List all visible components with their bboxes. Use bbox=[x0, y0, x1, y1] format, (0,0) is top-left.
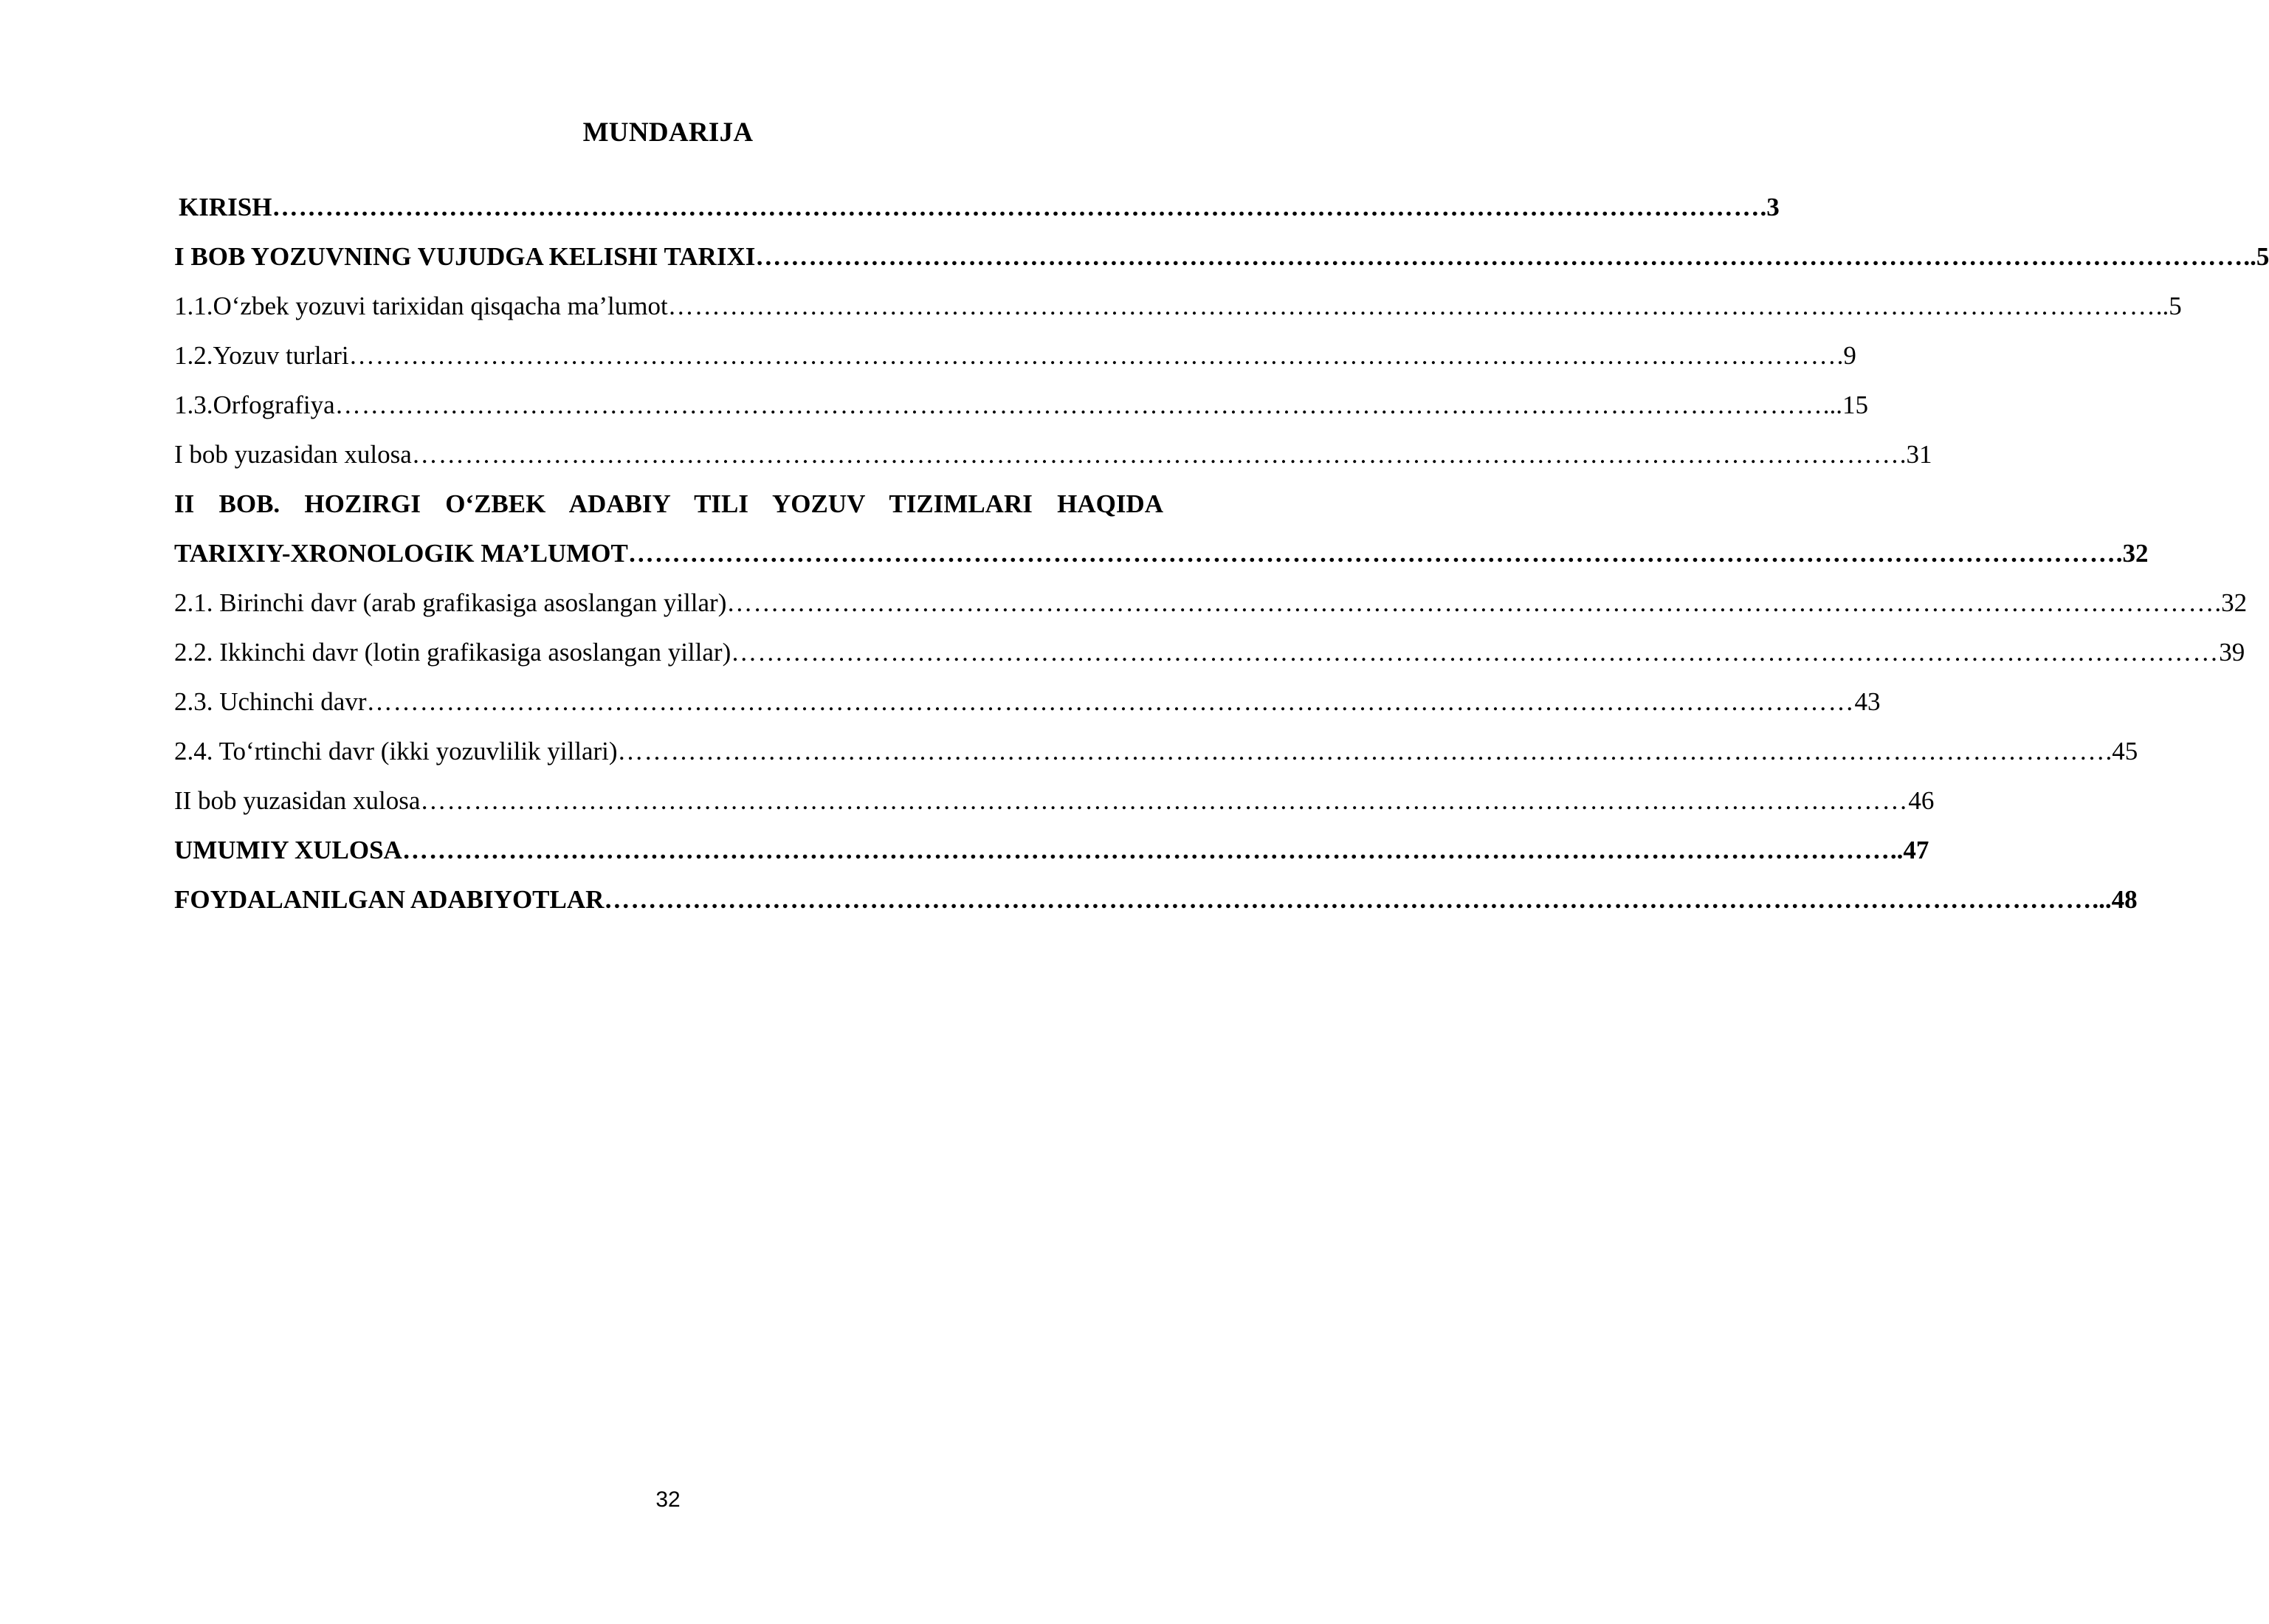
toc-entry-page: .9 bbox=[1836, 341, 1856, 370]
toc-entry-2-2 bbox=[174, 627, 2245, 677]
toc-entry-label: 2.3. Uchinchi davr bbox=[174, 687, 367, 716]
page-number: 32 bbox=[655, 1487, 681, 1512]
toc-entry-kirish bbox=[174, 182, 1780, 232]
toc-entry-2-4 bbox=[174, 726, 2138, 776]
dot-leader: …………………………………………………………………………………………………………………………………………………… bbox=[402, 836, 1890, 864]
toc-entry-page: ..5 bbox=[2243, 242, 2269, 271]
dot-leader: …………………………………………………………………………………………………………………………………………………… bbox=[272, 193, 1760, 221]
toc-entry-1-2 bbox=[174, 331, 1856, 380]
toc-entry-label: 2.4. To‘rtinchi davr (ikki yozuvlilik yillari) bbox=[174, 737, 618, 765]
toc-entry-general-conclusion bbox=[174, 825, 1929, 875]
toc-entry-page: ..47 bbox=[1890, 836, 1929, 864]
toc-entry-label: I bob yuzasidan xulosa bbox=[174, 440, 412, 469]
toc-entry-page: .3 bbox=[1760, 193, 1780, 221]
toc-entry-label: 1.2.Yozuv turlari bbox=[174, 341, 349, 370]
toc-entry-page: 43 bbox=[1854, 687, 1881, 716]
toc-entry-page: 46 bbox=[1908, 786, 1935, 815]
page-title: MUNDARIJA bbox=[582, 117, 754, 148]
toc-entry-label: 2.2. Ikkinchi davr (lotin grafikasiga asoslangan yillar) bbox=[174, 638, 731, 667]
toc-entry-chapter-1-conclusion bbox=[174, 430, 1932, 479]
dot-leader: …………………………………………………………………………………………………………………………………………………… bbox=[755, 242, 2244, 271]
toc-entry-2-3 bbox=[174, 677, 1881, 726]
dot-leader: …………………………………………………………………………………………………………………………………………………… bbox=[627, 539, 2116, 568]
toc-entry-label: 1.3.Orfografiya bbox=[174, 390, 335, 419]
toc-entry-label: UMUMIY XULOSA bbox=[174, 836, 402, 864]
toc-entry-label: I BOB YOZUVNING VUJUDGA KELISHI TARIXI bbox=[174, 242, 756, 271]
dot-leader: …………………………………………………………………………………………………………………………………………………… bbox=[420, 786, 1909, 815]
toc-entry-page: .31 bbox=[1899, 440, 1932, 469]
toc-entry-chapter-1 bbox=[174, 232, 2269, 281]
dot-leader: …………………………………………………………………………………………………………………………………………………… bbox=[366, 687, 1855, 716]
toc-entry-label: 1.1.O‘zbek yozuvi tarixidan qisqacha ma’lumot bbox=[174, 292, 668, 320]
dot-leader: …………………………………………………………………………………………………………………………………………………… bbox=[348, 341, 1837, 370]
toc-entry-chapter-2-heading: II BOB. HOZIRGI O‘ZBEK ADABIY TILI YOZUV TIZIMLARI HAQIDA bbox=[174, 489, 1163, 518]
toc-entry-label: KIRISH bbox=[179, 193, 272, 221]
toc-entry-label: II bob yuzasidan xulosa bbox=[174, 786, 421, 815]
toc-entry-1-1 bbox=[174, 281, 2182, 331]
toc-entry-1-3 bbox=[174, 380, 1868, 430]
toc-entry-page: ...15 bbox=[1822, 390, 1868, 419]
toc-entry-label: TARIXIY-XRONOLOGIK MA’LUMOT bbox=[174, 539, 628, 568]
dot-leader: …………………………………………………………………………………………………………………………………………………… bbox=[667, 292, 2156, 320]
toc-entry-page: ..5 bbox=[2155, 292, 2182, 320]
toc-entry-page: .32 bbox=[2115, 539, 2149, 568]
toc-entry-label: FOYDALANILGAN ADABIYOTLAR bbox=[174, 885, 605, 914]
toc-entry-chapter-2 bbox=[174, 529, 2149, 578]
toc-entry-page: .45 bbox=[2105, 737, 2138, 765]
toc-entry-chapter-2-conclusion bbox=[174, 776, 1935, 825]
toc-entry-page: 39 bbox=[2219, 638, 2245, 667]
toc-entry-2-1 bbox=[174, 578, 2248, 627]
toc-entry-page: ...48 bbox=[2092, 885, 2138, 914]
table-of-contents bbox=[174, 182, 2269, 924]
dot-leader: …………………………………………………………………………………………………………………………………………………… bbox=[334, 390, 1823, 419]
dot-leader: …………………………………………………………………………………………………………………………………………………… bbox=[617, 737, 2106, 765]
dot-leader: …………………………………………………………………………………………………………………………………………………… bbox=[726, 588, 2215, 617]
toc-entry-references bbox=[174, 875, 2138, 924]
toc-entry-label: 2.1. Birinchi davr (arab grafikasiga asoslangan yillar) bbox=[174, 588, 727, 617]
dot-leader: …………………………………………………………………………………………………………………………………………………… bbox=[604, 885, 2093, 914]
dot-leader: …………………………………………………………………………………………………………………………………………………… bbox=[411, 440, 1900, 469]
dot-leader: …………………………………………………………………………………………………………………………………………………… bbox=[731, 638, 2220, 667]
toc-entry-page: .32 bbox=[2214, 588, 2248, 617]
